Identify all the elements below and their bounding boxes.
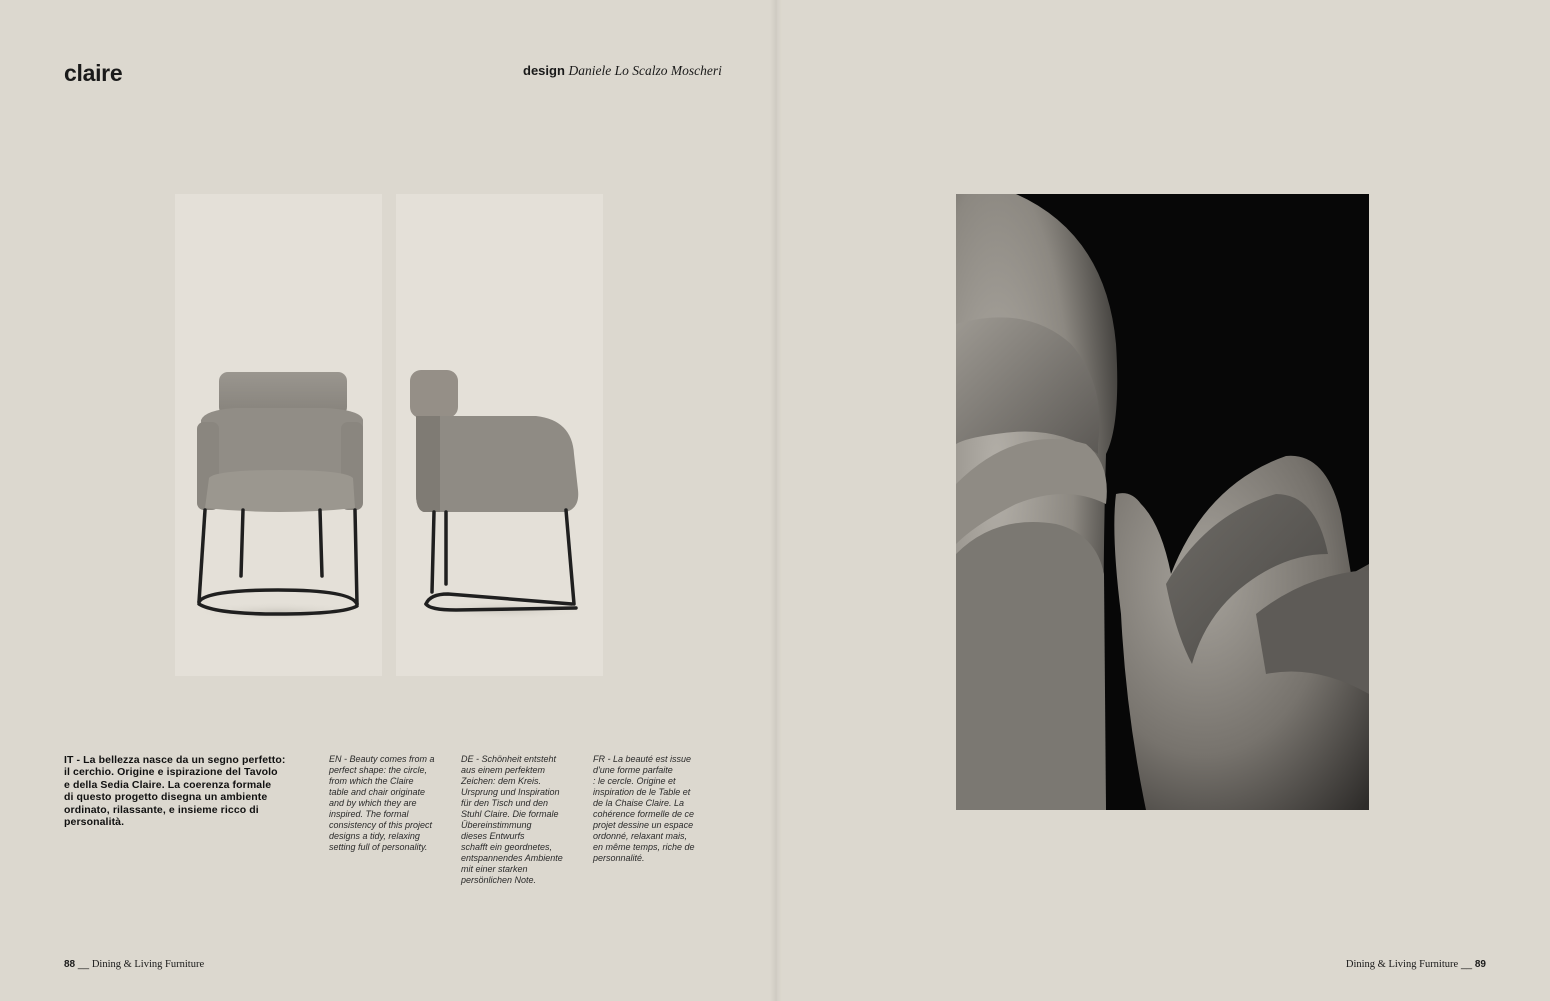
product-title: claire [64,60,123,86]
design-label: design [523,63,565,78]
page-number: 89 [1474,959,1486,970]
folio-separator: __ [77,959,90,970]
chair-front-photo [175,194,382,676]
designer-name: Daniele Lo Scalzo Moscheri [568,63,722,78]
left-folio [64,959,204,970]
design-credit [523,63,722,79]
section-name: Dining & Living Furniture [1345,959,1459,970]
description-en: EN - Beauty comes from a perfect shape: the circle, from which the Claire table and chair originate and by which they are inspired. The formal consistency of this project designs a tidy, relaxing setting full of personality. [329,754,435,852]
page-number: 88 [64,959,76,970]
chair-side-photo [396,194,603,676]
description-de: DE - Schönheit entsteht aus einem perfektem Zeichen: dem Kreis. Ursprung und Inspiration für den Tisch und den Stuhl Claire. Die formale Übereinstimmung dieses Entwurfs schafft ein geordnetes, entspannendes Ambiente mit einer starken persönlichen Note. [461,754,563,885]
description-it: IT - La bellezza nasce da un segno perfetto: il cerchio. Origine e ispirazione del Tavolo e della Sedia Claire. La coerenza formale di questo progetto disegna un ambiente ordinato, rilassante, e insieme ricco di personalità. [64,754,286,829]
armchairs-closeup-photo [956,194,1369,810]
folio-separator: __ [1460,959,1473,970]
description-fr: FR - La beauté est issue d'une forme parfaite : le cercle. Origine et inspiration de le Table et de la Chaise Claire. La cohérence formelle de ce projet dessine un espace ordonné, relaxant mais, en même temps, riche de personnalité. [593,754,695,863]
section-name: Dining & Living Furniture [91,959,205,970]
right-folio [1346,959,1486,970]
